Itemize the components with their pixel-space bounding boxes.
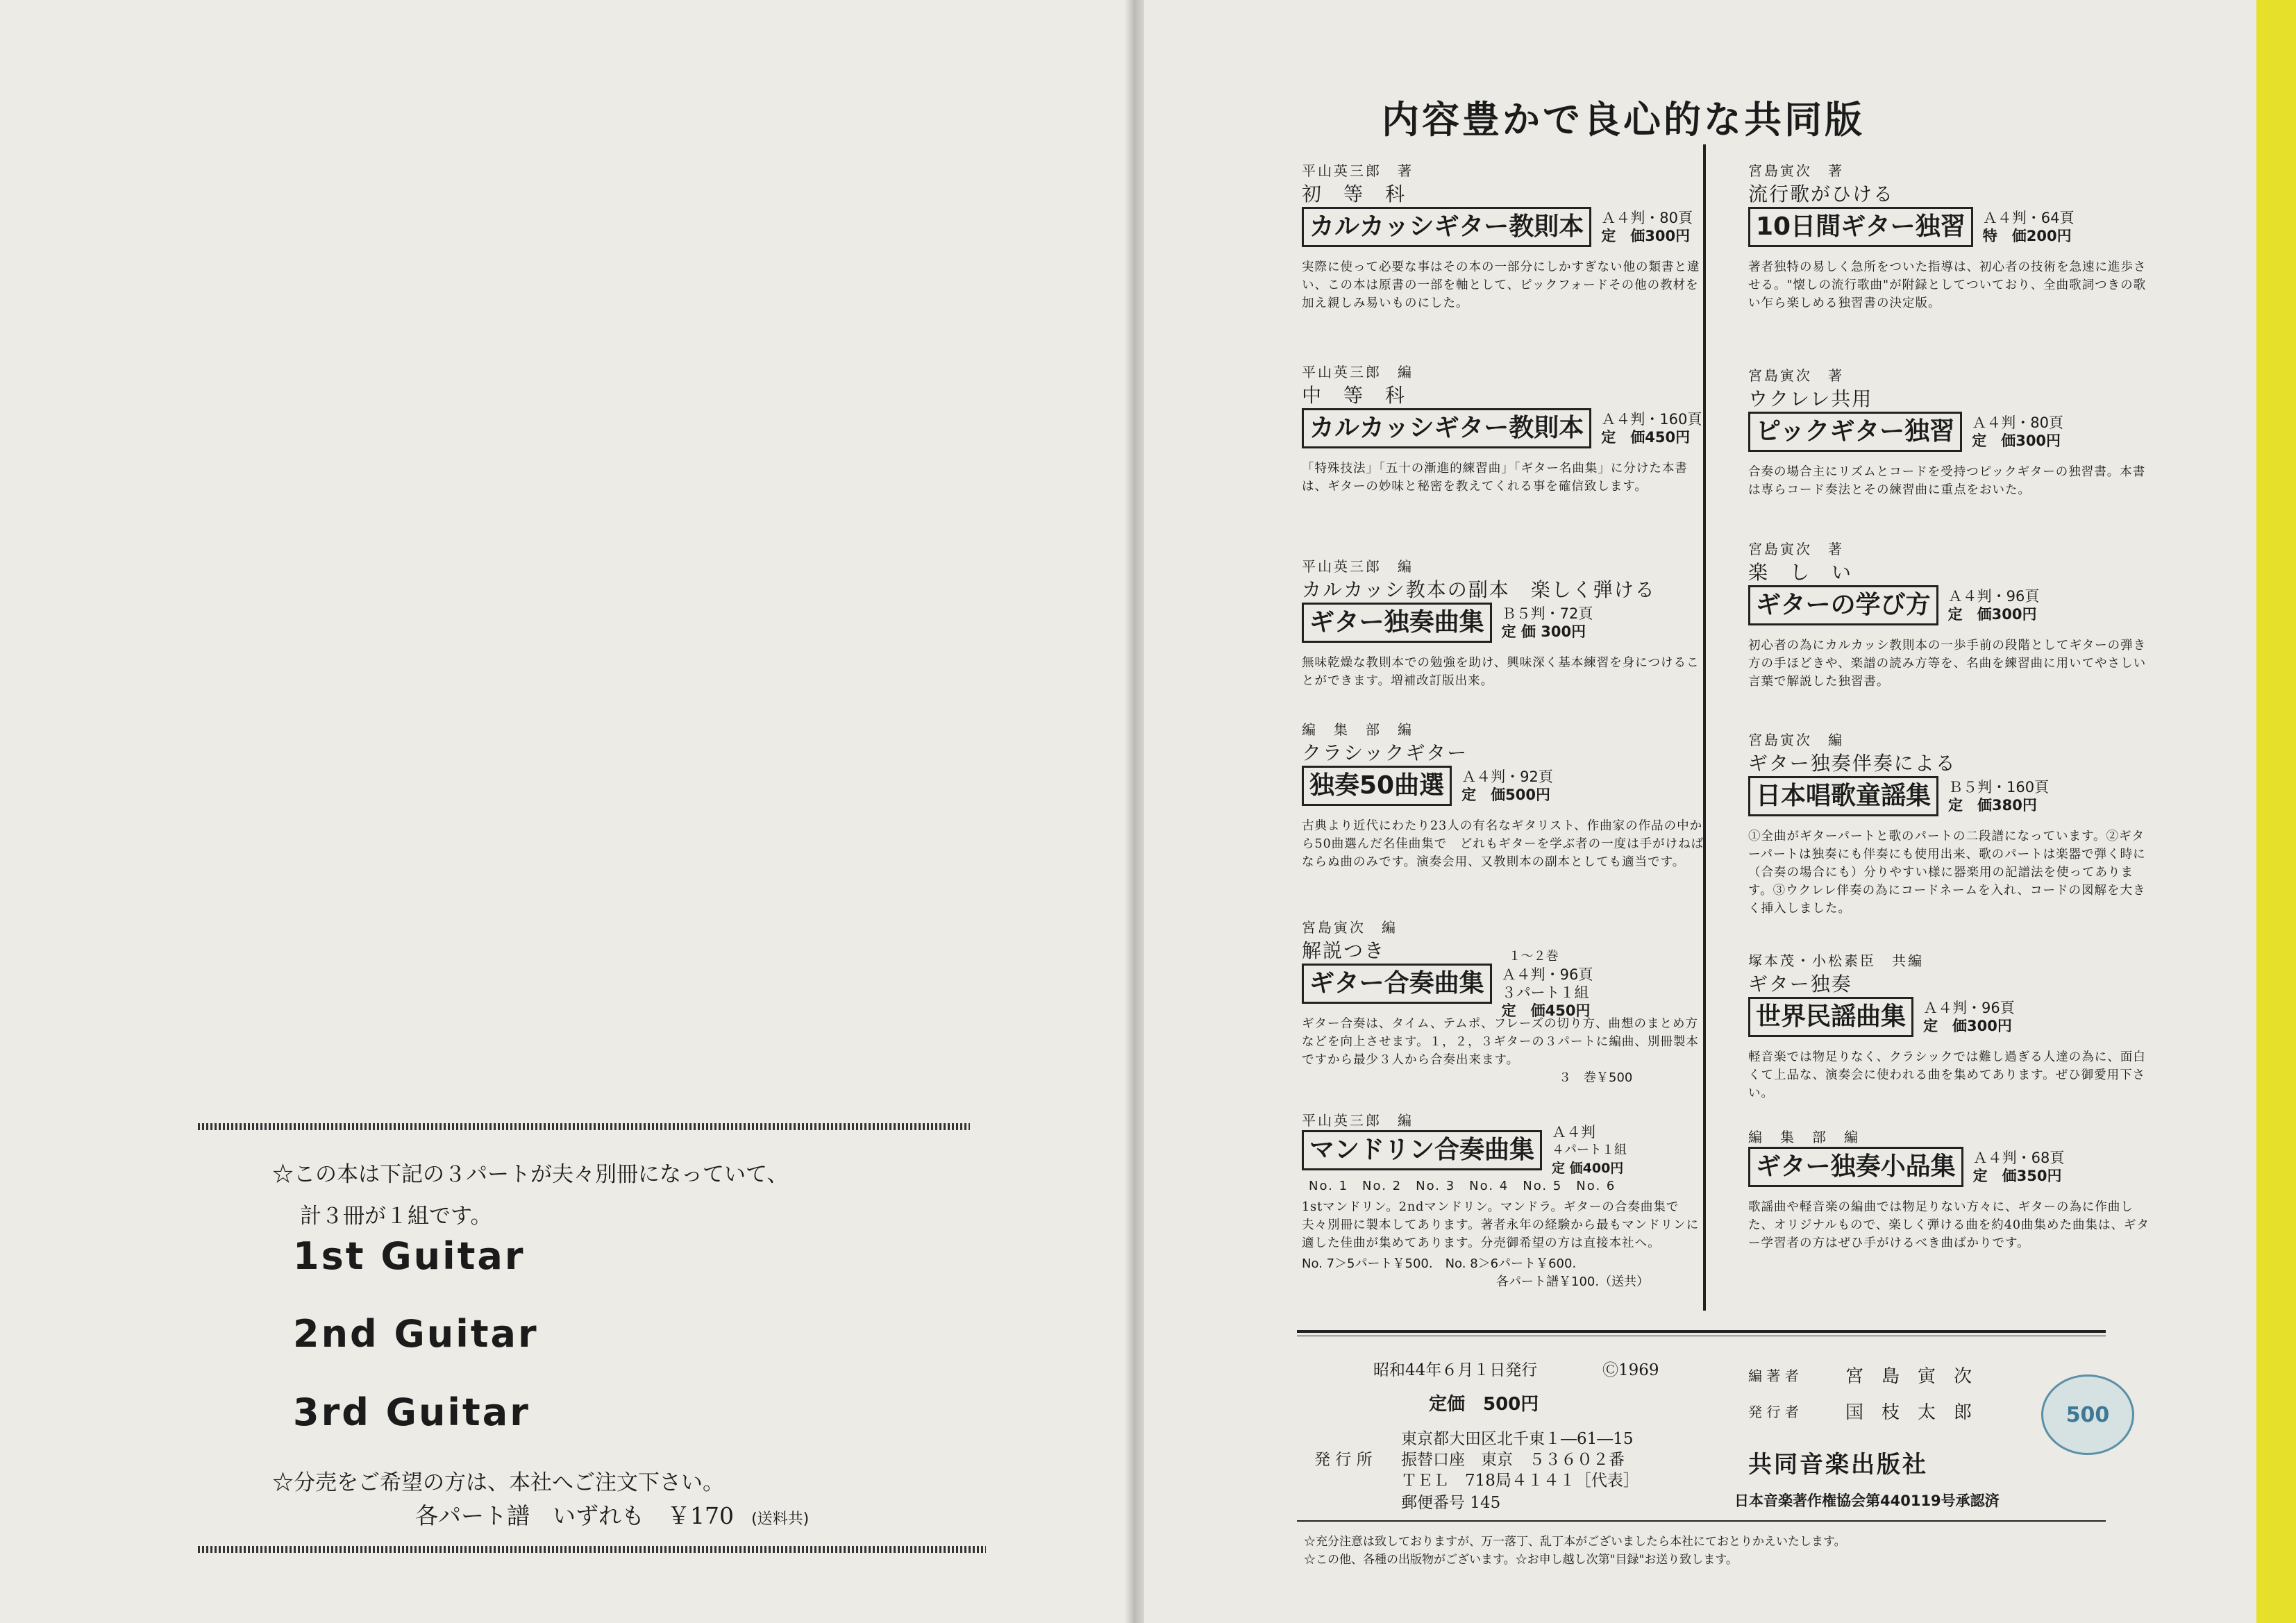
colophon-copyright: Ⓒ1969 [1602,1361,1659,1379]
colophon-company: 共同音楽出版社 [1748,1451,1928,1479]
book-pick-guitar [1748,364,2151,499]
book-price: 定 価300円 [1923,1018,2012,1034]
book-spec: Ａ４判・64頁 [1982,210,2075,226]
book-description: 軽音楽では物足りなく、クラシックでは難し過ぎる人達の為に、面白くて上品な、演奏会に使われる曲を集めてあります。ぜひ御愛用下さい。 [1748,1050,2146,1100]
top-dotted-rule [198,1123,970,1130]
book-price: 定 価450円 [1601,429,1691,446]
book-spec: Ａ４判 [1552,1124,1596,1141]
part-1st-guitar: 1st Guitar [293,1234,526,1278]
price-note [415,1498,809,1531]
book-spec: Ａ４判・80頁 [1972,414,2063,431]
book-title: ギター独奏曲集 [1302,603,1492,643]
book-title: ギターの学び方 [1748,585,1938,625]
book-description: 無味乾燥な教則本での勉強を助け、興味深く基本練習を身につけることができます。増補改訂版出来。 [1302,656,1700,688]
book-description: 1stマンドリン。2ndマンドリン。マンドラ。ギターの合奏曲集で夫々別冊に製本してあります。著者永年の経験から最もマンドリンに適した佳曲が集めてあります。分売御希望の方は直接本社へ。 [1302,1200,1700,1250]
book-spec: Ａ４判・96頁 [1923,1000,2015,1016]
book-description: ①全曲がギターパートと歌のパートの二段譜になっています。②ギターパートは独奏にも伴奏にも使用出来、歌のパートは楽器で弾く時に（合奏の場合にも）分りやすい様に器楽用の記譜法を使ってあります。③ウクレレ伴奏の為にコードネームを入れ、コードの図解を大きく挿入しました。 [1748,830,2146,916]
book-spec-parts: ４パート１組 [1552,1143,1627,1157]
colophon-postal: 郵便番号 145 [1401,1494,1501,1512]
book-subtitle: ギター独奏伴奏による [1748,752,1956,775]
book-title: 世界民謡曲集 [1748,997,1913,1037]
book-description: 歌謡曲や軽音楽の編曲では物足りない方々に、ギターの為に作曲した、オリジナルもので、楽しく弾ける曲を約40曲集めた曲集は、ギター学習者の方はぜひ手がけるべき曲ばかりです。 [1748,1200,2150,1250]
book-author: 塚本茂・小松素臣 共編 [1748,952,1924,969]
book-extra-part-price: 各パート譜￥100.（送共） [1496,1275,1650,1289]
book-price: 定 価450円 [1501,1002,1591,1019]
page-title: 内容豊かで良心的な共同版 [1382,98,1865,142]
colophon-address: 東京都大田区北千東１―61―15 [1401,1430,1634,1448]
book-title: 10日間ギター独習 [1748,207,1973,247]
book-price: 定 価380円 [1948,797,2037,814]
book-spec: Ａ４判・160頁 [1601,411,1702,428]
book-price: 定 価500円 [1461,787,1550,803]
book-subtitle: 中 等 科 [1302,384,1407,407]
book-description: 初心者の為にカルカッシ教則本の一歩手前の段階としてギターの弾き方の手ほどきや、楽譜の読み方等を、名曲を練習曲に用いてやさしい言葉で解説した独習書。 [1748,639,2147,689]
book-spec-volumes: １～２巻 [1508,949,1559,964]
book-author: 宮島寅次 著 [1748,367,1844,384]
colophon-publisher-label: 発 行 者 [1748,1404,1799,1420]
book-description: 実際に使って必要な事はその本の一部分にしかすぎない他の類書と違い、この本は原書の一部を軸として、ピックフォードその他の教材を加え親しみ易いものにした。 [1302,260,1700,310]
book-price: 定 価300円 [1601,228,1691,244]
book-title: カルカッシギター教則本 [1302,207,1591,247]
colophon-date: 昭和44年６月１日発行 [1373,1361,1538,1379]
book-50-solo-pieces [1302,718,1704,871]
book-spec: Ａ４判・68頁 [1972,1150,2065,1166]
book-subtitle: 楽 し い [1748,561,1853,584]
parts-note-line2: 計３冊が１組です。 [300,1204,492,1229]
book-title: ピックギター独習 [1748,412,1962,452]
book-price: 特 価200円 [1982,228,2072,244]
colophon-rule [1297,1330,2106,1333]
book-spec: Ｂ５判・160頁 [1948,779,2050,796]
book-description: 著者独特の易しく急所をついた指導は、初心者の技術を急速に進歩させる。"懐しの流行歌曲"が附録としてついており、全曲歌詞つきの歌い乍ら楽しめる独習書の決定版。 [1748,260,2147,310]
book-price: 定 価400円 [1552,1161,1624,1176]
colophon-editor: 宮 島 寅 次 [1845,1366,1972,1387]
colophon-approval: 日本音楽著作権協会第440119号承認済 [1734,1492,2000,1509]
book-spec: Ａ４判・96頁 [1501,966,1593,983]
book-subtitle: 初 等 科 [1302,183,1407,205]
order-note: ☆分売をご希望の方は、本社へご注文下さい。 [272,1470,724,1495]
book-how-to-learn-guitar [1748,538,2151,691]
book-author: 編 集 部 編 [1302,721,1414,738]
yellow-edge-strip [2256,0,2296,1623]
book-subtitle: カルカッシ教本の副本 楽しく弾ける [1302,578,1656,601]
book-title: カルカッシギター教則本 [1302,408,1591,448]
book-description: ギター合奏は、タイム、テムポ、フレーズの切り方、曲想のまとめ方などを向上させます。１，２，３ギターの３パートに編曲、別冊製本ですから最少３人から合奏出来ます。 [1302,1017,1699,1067]
book-world-folk-songs [1748,950,2151,1102]
colophon-footnote1: ☆充分注意は致しておりますが、万一落丁、乱丁本がございましたら本社にておとりかえいたします。 [1304,1535,1846,1549]
book-subtitle: クラシックギター [1302,741,1468,764]
book-carcassi-intermediate [1302,361,1704,496]
colophon-publisher-name: 国 枝 太 郎 [1845,1402,1972,1423]
book-author: 平山英三郎 編 [1302,364,1414,380]
book-author: 宮島寅次 編 [1302,919,1398,936]
book-author: 宮島寅次 著 [1748,541,1844,557]
book-spec: Ｂ５判・72頁 [1501,605,1593,622]
jasrac-seal-stamp [2041,1374,2134,1455]
book-mandolin-ensemble [1302,1109,1704,1291]
book-title: ギター合奏曲集 [1302,964,1492,1004]
book-author: 平山英三郎 著 [1302,162,1414,179]
book-spec-parts: ３パート１組 [1501,984,1589,1001]
bottom-dotted-rule [198,1546,986,1553]
shipping-note: (送料共) [751,1511,810,1528]
colophon-address-label: 発 行 所 [1314,1451,1373,1469]
book-price: 定 価300円 [1972,432,2061,449]
book-carcassi-beginner [1302,160,1704,312]
book-spine [1125,0,1144,1623]
price-line: 各パート譜 いずれも ￥170 [415,1502,734,1529]
book-title: ギター独奏小品集 [1748,1147,1963,1187]
book-guitar-ensemble [1302,916,1704,1087]
book-title: マンドリン合奏曲集 [1302,1130,1542,1170]
colophon-editor-label: 編 著 者 [1748,1368,1799,1384]
book-price: 定 価300円 [1947,606,2037,623]
book-extra-parts: No. 7＞5パート￥500. No. 8＞6パート￥600. [1302,1256,1577,1271]
colophon-tel: ＴＥＬ 718局４１４１［代表］ [1401,1472,1639,1490]
footnote-rule [1297,1520,2106,1522]
book-10-day-guitar [1748,160,2151,312]
colophon-price: 定価 500円 [1429,1394,1539,1415]
colophon-footnote2: ☆この他、各種の出版物がございます。☆お申し越し次第"目録"お送り致します。 [1304,1553,1738,1567]
book-author: 平山英三郎 編 [1302,1112,1414,1129]
book-volume-numbers: No. 1 No. 2 No. 3 No. 4 No. 5 No. 6 [1309,1179,1616,1193]
book-subtitle: ギター独奏 [1748,973,1852,995]
book-title: 日本唱歌童謡集 [1748,776,1938,816]
part-3rd-guitar: 3rd Guitar [293,1390,530,1434]
book-price: 定 価 300円 [1501,623,1586,640]
book-subtitle: 流行歌がひける [1748,183,1895,205]
colophon-account: 振替口座 東京 ５３６０２番 [1401,1451,1625,1469]
book-author: 平山英三郎 編 [1302,558,1414,575]
seal-value: 500 [2065,1402,2110,1427]
book-guitar-solo-collection [1302,555,1704,690]
book-author: 宮島寅次 編 [1748,732,1844,748]
parts-note-line1: ☆この本は下記の３パートが夫々別冊になっていて、 [272,1162,789,1187]
book-subtitle: ウクレレ共用 [1748,387,1873,410]
book-subtitle: 解説つき [1302,939,1386,962]
book-author: 宮島寅次 著 [1748,162,1844,179]
left-page [0,0,1144,1623]
book-title: 独奏50曲選 [1302,766,1452,806]
book-extra-volume3: ３ 巻￥500 [1559,1070,1633,1085]
book-japanese-songs [1748,729,2151,918]
book-spec: Ａ４判・92頁 [1461,768,1553,785]
book-description: 「特殊技法」「五十の漸進的練習曲」「ギター名曲集」に分けた本書は、ギターの妙味と秘密を教えてくれる事を確信致します。 [1302,462,1688,494]
part-2nd-guitar: 2nd Guitar [293,1312,539,1356]
book-guitar-small-pieces [1748,1126,2151,1252]
book-price: 定 価350円 [1972,1168,2062,1184]
book-spec: Ａ４判・96頁 [1947,588,2040,605]
book-description: 古典より近代にわたり23人の有名なギタリスト、作曲家の作品の中から50曲選んだ名佳曲集で どれもギターを学ぶ者の一度は手がけねばならぬ曲のみです。演奏会用、又教則本の副本としても適当です。 [1302,819,1704,869]
book-author: 編 集 部 編 [1748,1129,1860,1145]
book-spec: Ａ４判・80頁 [1601,210,1693,226]
book-description: 合奏の場合主にリズムとコードを受持つピックギターの独習書。本書は専らコード奏法とその練習曲に重点をおいた。 [1748,465,2146,497]
